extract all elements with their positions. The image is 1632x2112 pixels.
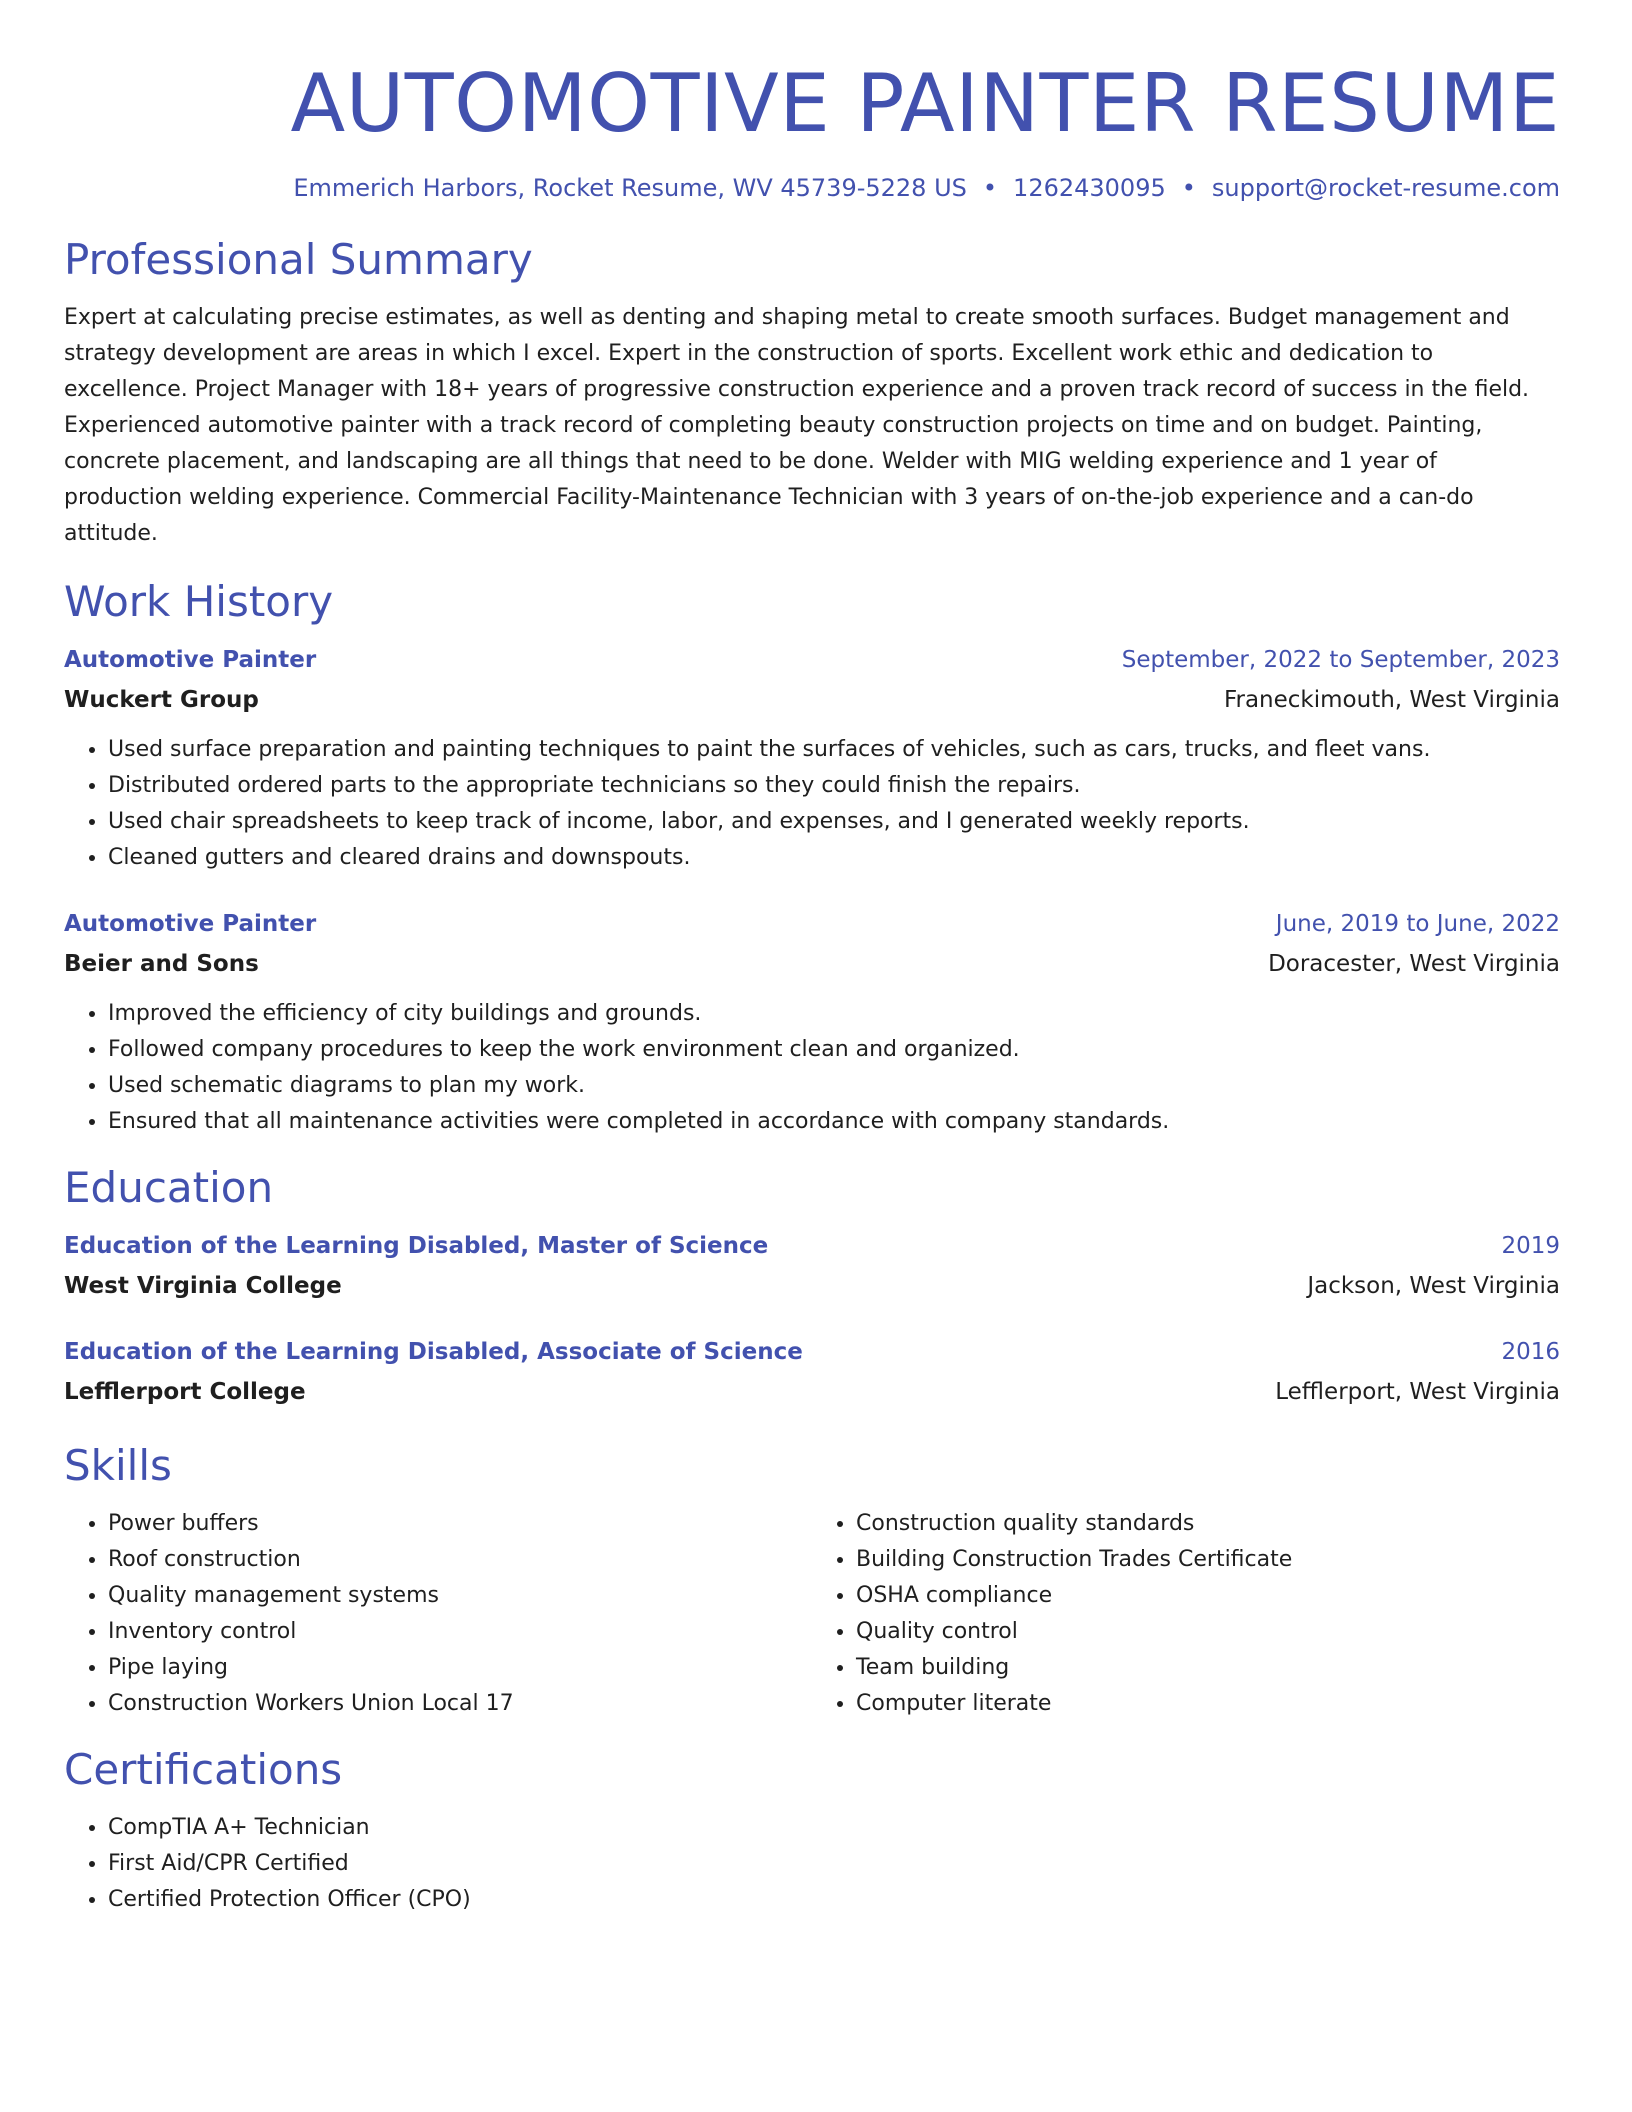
education-school-row <box>64 1268 1560 1304</box>
contact-separator: • <box>982 174 998 202</box>
contact-email[interactable]: support@rocket-resume.com <box>1211 174 1560 202</box>
skill-item: • Power buffers <box>108 1506 812 1542</box>
job-bullets <box>64 996 1560 1140</box>
education-entry <box>64 1334 1560 1410</box>
education-header-row <box>64 1334 1560 1370</box>
skills-list-left <box>64 1506 812 1722</box>
job-bullet: • Followed company procedures to keep the work environment clean and organized. <box>108 1032 1560 1068</box>
section-heading-education: Education <box>64 1163 274 1212</box>
skill-item: • Building Construction Trades Certificate <box>856 1542 1560 1578</box>
skill-item: • Roof construction <box>108 1542 812 1578</box>
education-location: Lefflerport, West Virginia <box>1275 1379 1560 1405</box>
contact-separator: • <box>1181 174 1196 202</box>
job-company-row <box>64 682 1560 718</box>
section-heading-work: Work History <box>64 577 334 626</box>
section-heading-skills: Skills <box>64 1441 172 1490</box>
skill-item: • Construction Workers Union Local 17 <box>108 1686 812 1722</box>
section-heading-certifications: Certifications <box>64 1745 343 1794</box>
certification-item: • First Aid/CPR Certified <box>108 1846 1560 1882</box>
education-year: 2016 <box>1501 1339 1560 1365</box>
job-header-row <box>64 642 1560 678</box>
job-company: Beier and Sons <box>64 951 259 977</box>
education-degree: Education of the Learning Disabled, Master of Science <box>64 1233 769 1259</box>
skills-list-right <box>812 1506 1560 1722</box>
education-school: Lefflerport College <box>64 1379 306 1405</box>
contact-line <box>64 172 1560 204</box>
skill-item: • Quality control <box>856 1614 1560 1650</box>
resume-title: AUTOMOTIVE PAINTER RESUME <box>290 57 1560 150</box>
job-title: Automotive Painter <box>64 647 317 673</box>
job-bullet: • Cleaned gutters and cleared drains and downspouts. <box>108 840 1560 876</box>
education-entry <box>64 1228 1560 1304</box>
skill-item: • Construction quality standards <box>856 1506 1560 1542</box>
job-entry <box>64 906 1560 1140</box>
job-bullet: • Used schematic diagrams to plan my work. <box>108 1068 1560 1104</box>
certifications-list <box>64 1810 1560 1918</box>
skill-item: • Inventory control <box>108 1614 812 1650</box>
skills-columns <box>64 1506 1560 1722</box>
contact-address: Emmerich Harbors, Rocket Resume, WV 45739-5228 US <box>293 174 967 202</box>
job-bullet: • Ensured that all maintenance activities were completed in accordance with company standards. <box>108 1104 1560 1140</box>
education-degree: Education of the Learning Disabled, Associate of Science <box>64 1339 803 1365</box>
job-dates: September, 2022 to September, 2023 <box>1121 647 1560 673</box>
skill-item: • Pipe laying <box>108 1650 812 1686</box>
skill-item: • Team building <box>856 1650 1560 1686</box>
job-company-row <box>64 946 1560 982</box>
section-heading-summary: Professional Summary <box>64 235 533 284</box>
education-year: 2019 <box>1501 1233 1560 1259</box>
job-bullet: • Used chair spreadsheets to keep track of income, labor, and expenses, and I generated weekly reports. <box>108 804 1560 840</box>
summary-text: Expert at calculating precise estimates, as well as denting and shaping metal to create smooth surfaces. Budget management and strategy development are areas in which I excel. Expert in the construction of sports. Excellent work ethic and dedication to excellence. Project Manager with 18+ years of progressive construction experience and a proven track record of success in the field. Experienced automotive painter with a track record of completing beauty construction projects on time and on budget. Painting, concrete placement, and landscaping are all things that need to be done. Welder with MIG welding experience and 1 year of production welding experience. Commercial Facility-Maintenance Technician with 3 years of on-the-job experience and a can-do attitude. <box>64 305 1530 546</box>
job-company: Wuckert Group <box>64 687 259 713</box>
job-bullet: • Distributed ordered parts to the appropriate technicians so they could finish the repairs. <box>108 768 1560 804</box>
education-school-row <box>64 1374 1560 1410</box>
certification-item: • CompTIA A+ Technician <box>108 1810 1560 1846</box>
job-entry <box>64 642 1560 876</box>
education-location: Jackson, West Virginia <box>1307 1273 1560 1299</box>
job-header-row <box>64 906 1560 942</box>
education-school: West Virginia College <box>64 1273 342 1299</box>
education-header-row <box>64 1228 1560 1264</box>
skill-item: • Computer literate <box>856 1686 1560 1722</box>
skill-item: • Quality management systems <box>108 1578 812 1614</box>
certification-item: • Certified Protection Officer (CPO) <box>108 1882 1560 1918</box>
resume-page <box>64 0 1560 1918</box>
job-title: Automotive Painter <box>64 911 317 937</box>
job-bullet: • Improved the efficiency of city buildings and grounds. <box>108 996 1560 1032</box>
job-bullets <box>64 732 1560 876</box>
skill-item: • OSHA compliance <box>856 1578 1560 1614</box>
job-dates: June, 2019 to June, 2022 <box>1275 911 1560 937</box>
contact-phone: 1262430095 <box>1013 174 1166 202</box>
job-bullet: • Used surface preparation and painting techniques to paint the surfaces of vehicles, such as cars, trucks, and fleet vans. <box>108 732 1560 768</box>
job-location: Doracester, West Virginia <box>1268 951 1560 977</box>
job-location: Franeckimouth, West Virginia <box>1223 687 1560 713</box>
